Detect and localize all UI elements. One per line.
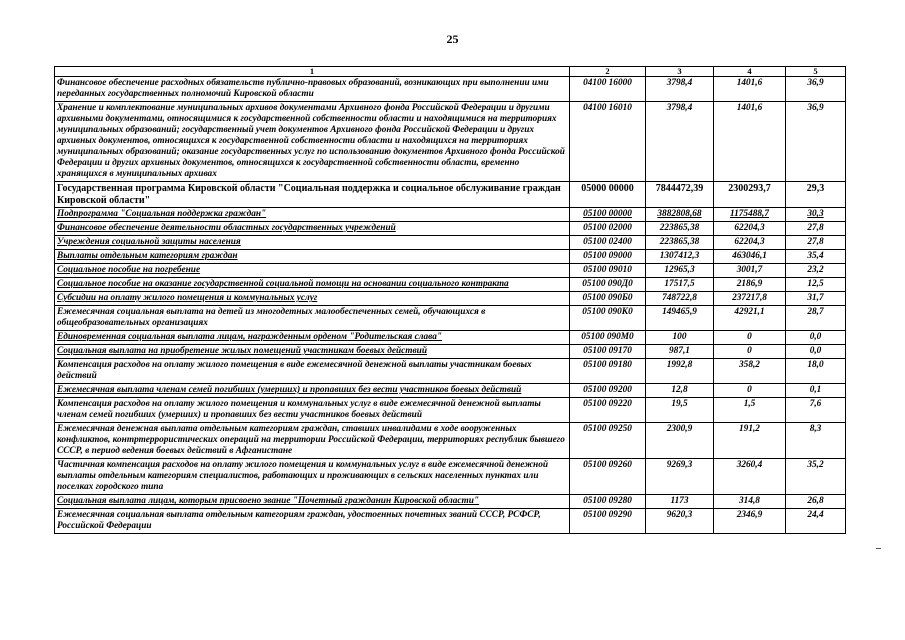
row-fact: 1401,6 bbox=[714, 77, 786, 102]
row-plan: 17517,5 bbox=[646, 278, 714, 292]
row-code: 05100 090Д0 bbox=[570, 278, 646, 292]
row-fact: 1175488,7 bbox=[714, 208, 786, 222]
row-fact: 358,2 bbox=[714, 359, 786, 384]
row-percent: 35,4 bbox=[786, 250, 846, 264]
column-header: 1 bbox=[55, 67, 570, 77]
row-code: 05100 09170 bbox=[570, 345, 646, 359]
row-code: 05100 09280 bbox=[570, 495, 646, 509]
row-percent: 27,8 bbox=[786, 236, 846, 250]
row-code: 04100 16010 bbox=[570, 102, 646, 182]
row-percent: 0,0 bbox=[786, 331, 846, 345]
row-plan: 12965,3 bbox=[646, 264, 714, 278]
row-code: 05100 00000 bbox=[570, 208, 646, 222]
row-percent: 30,3 bbox=[786, 208, 846, 222]
table-row bbox=[55, 306, 846, 331]
row-fact: 191,2 bbox=[714, 423, 786, 459]
row-name: Хранение и комплектование муниципальных архивов документами Архивного фонда Российской Федерации и другими архивными документами, относящимися к государственной собственности области и находящимися на территориях муниципальных образований; государственный учет документов Архивного фонда Российской Федерации и других архивных документов, относящихся к государственной собственности области и находящихся на территориях муниципальных образований; оказание государственных услуг по использованию документов Архивного фонда Российской Федерации и других архивных документов, относящихся к государственной собственности области, временно хранящихся в муниципальных архивах bbox=[55, 102, 570, 182]
row-code: 05100 09250 bbox=[570, 423, 646, 459]
subprogram-row bbox=[55, 208, 846, 222]
row-fact: 0 bbox=[714, 384, 786, 398]
table-row bbox=[55, 292, 846, 306]
row-plan: 100 bbox=[646, 331, 714, 345]
row-percent: 35,2 bbox=[786, 459, 846, 495]
row-plan: 223865,38 bbox=[646, 222, 714, 236]
row-plan: 3882808,68 bbox=[646, 208, 714, 222]
row-fact: 62204,3 bbox=[714, 222, 786, 236]
row-plan: 987,1 bbox=[646, 345, 714, 359]
row-plan: 19,5 bbox=[646, 398, 714, 423]
row-name: Финансовое обеспечение деятельности областных государственных учреждений bbox=[55, 222, 570, 236]
row-code: 05100 09000 bbox=[570, 250, 646, 264]
row-code: 05100 090М0 bbox=[570, 331, 646, 345]
table-row bbox=[55, 222, 846, 236]
table-row bbox=[55, 278, 846, 292]
table-row bbox=[55, 459, 846, 495]
row-plan: 9620,3 bbox=[646, 509, 714, 534]
row-name: Социальная выплата на приобретение жилых помещений участникам боевых действий bbox=[55, 345, 570, 359]
row-name: Ежемесячная социальная выплата отдельным категориям граждан, удостоенных почетных званий СССР, РСФСР, Российской Федерации bbox=[55, 509, 570, 534]
table-row bbox=[55, 77, 846, 102]
table-row bbox=[55, 345, 846, 359]
row-percent: 26,8 bbox=[786, 495, 846, 509]
row-percent: 23,2 bbox=[786, 264, 846, 278]
row-name: Государственная программа Кировской области "Социальная поддержка и социальное обслуживание граждан Кировской области" bbox=[55, 182, 570, 208]
table-row bbox=[55, 384, 846, 398]
row-percent: 24,4 bbox=[786, 509, 846, 534]
row-fact: 3001,7 bbox=[714, 264, 786, 278]
row-fact: 463046,1 bbox=[714, 250, 786, 264]
row-name: Социальное пособие на оказание государственной социальной помощи на основании социального контракта bbox=[55, 278, 570, 292]
table-row bbox=[55, 359, 846, 384]
table-row bbox=[55, 509, 846, 534]
row-plan: 3798,4 bbox=[646, 102, 714, 182]
row-percent: 0,0 bbox=[786, 345, 846, 359]
row-percent: 36,9 bbox=[786, 77, 846, 102]
row-name: Компенсация расходов на оплату жилого помещения в виде ежемесячной денежной выплаты участникам боевых действий bbox=[55, 359, 570, 384]
row-code: 05100 02400 bbox=[570, 236, 646, 250]
page-number: 25 bbox=[446, 32, 459, 46]
row-percent: 36,9 bbox=[786, 102, 846, 182]
table-row bbox=[55, 236, 846, 250]
row-fact: 42921,1 bbox=[714, 306, 786, 331]
row-fact: 2300293,7 bbox=[714, 182, 786, 208]
row-name: Подпрограмма "Социальная поддержка граждан" bbox=[55, 208, 570, 222]
program-row bbox=[55, 182, 846, 208]
row-name: Субсидии на оплату жилого помещения и коммунальных услуг bbox=[55, 292, 570, 306]
row-code: 05100 02000 bbox=[570, 222, 646, 236]
row-code: 05100 09220 bbox=[570, 398, 646, 423]
row-plan: 149465,9 bbox=[646, 306, 714, 331]
row-percent: 7,6 bbox=[786, 398, 846, 423]
table-row bbox=[55, 398, 846, 423]
table-row bbox=[55, 264, 846, 278]
header-row bbox=[55, 67, 846, 77]
row-name: Ежемесячная выплата членам семей погибших (умерших) и пропавших без вести участников боевых действий bbox=[55, 384, 570, 398]
row-name: Ежемесячная денежная выплата отдельным категориям граждан, ставших инвалидами в ходе вооруженных конфликтов, контртеррористических операций на территории Российской Федерации, территориях республик бывшего СССР, в период ведения боевых действий в Афганистане bbox=[55, 423, 570, 459]
row-code: 04100 16000 bbox=[570, 77, 646, 102]
row-percent: 8,3 bbox=[786, 423, 846, 459]
row-plan: 1173 bbox=[646, 495, 714, 509]
page-edge-mark bbox=[876, 548, 881, 549]
row-fact: 0 bbox=[714, 345, 786, 359]
row-percent: 18,0 bbox=[786, 359, 846, 384]
row-name: Учреждения социальной защиты населения bbox=[55, 236, 570, 250]
row-fact: 2346,9 bbox=[714, 509, 786, 534]
row-code: 05100 09180 bbox=[570, 359, 646, 384]
row-percent: 0,1 bbox=[786, 384, 846, 398]
row-name: Ежемесячная социальная выплата на детей из многодетных малообеспеченных семей, обучающихся в общеобразовательных организациях bbox=[55, 306, 570, 331]
table-row bbox=[55, 423, 846, 459]
row-fact: 1401,6 bbox=[714, 102, 786, 182]
table-row bbox=[55, 102, 846, 182]
row-name: Компенсация расходов на оплату жилого помещения и коммунальных услуг в виде ежемесячной денежной выплаты членам семей погибших (умерших) и пропавших без вести участников боевых действий bbox=[55, 398, 570, 423]
row-percent: 28,7 bbox=[786, 306, 846, 331]
column-header: 2 bbox=[570, 67, 646, 77]
table-row bbox=[55, 250, 846, 264]
table-row bbox=[55, 495, 846, 509]
row-fact: 2186,9 bbox=[714, 278, 786, 292]
row-plan: 9269,3 bbox=[646, 459, 714, 495]
row-percent: 27,8 bbox=[786, 222, 846, 236]
row-name: Социальная выплата лицам, которым присвоено звание "Почетный гражданин Кировской области" bbox=[55, 495, 570, 509]
row-name: Выплаты отдельным категориям граждан bbox=[55, 250, 570, 264]
column-header: 4 bbox=[714, 67, 786, 77]
row-plan: 3798,4 bbox=[646, 77, 714, 102]
row-plan: 748722,8 bbox=[646, 292, 714, 306]
row-name: Социальное пособие на погребение bbox=[55, 264, 570, 278]
row-plan: 7844472,39 bbox=[646, 182, 714, 208]
row-code: 05100 09260 bbox=[570, 459, 646, 495]
row-plan: 12,8 bbox=[646, 384, 714, 398]
row-fact: 314,8 bbox=[714, 495, 786, 509]
row-plan: 1992,8 bbox=[646, 359, 714, 384]
row-fact: 3260,4 bbox=[714, 459, 786, 495]
row-percent: 29,3 bbox=[786, 182, 846, 208]
row-plan: 1307412,3 bbox=[646, 250, 714, 264]
row-percent: 31,7 bbox=[786, 292, 846, 306]
column-header: 3 bbox=[646, 67, 714, 77]
row-code: 05100 09200 bbox=[570, 384, 646, 398]
row-fact: 0 bbox=[714, 331, 786, 345]
row-percent: 12,5 bbox=[786, 278, 846, 292]
row-fact: 62204,3 bbox=[714, 236, 786, 250]
budget-table bbox=[54, 66, 846, 534]
row-name: Единовременная социальная выплата лицам, награжденным орденом "Родительская слава" bbox=[55, 331, 570, 345]
row-code: 05100 09010 bbox=[570, 264, 646, 278]
row-code: 05100 090Б0 bbox=[570, 292, 646, 306]
row-code: 05100 09290 bbox=[570, 509, 646, 534]
row-name: Частичная компенсация расходов на оплату жилого помещения и коммунальных услуг в виде ежемесячной денежной выплаты отдельным категориям специалистов, работающих и проживающих в сельских населенных пунктах или поселках городского типа bbox=[55, 459, 570, 495]
row-code: 05000 00000 bbox=[570, 182, 646, 208]
row-fact: 1,5 bbox=[714, 398, 786, 423]
row-plan: 2300,9 bbox=[646, 423, 714, 459]
row-fact: 237217,8 bbox=[714, 292, 786, 306]
row-code: 05100 090К0 bbox=[570, 306, 646, 331]
table-row bbox=[55, 331, 846, 345]
row-plan: 223865,38 bbox=[646, 236, 714, 250]
row-name: Финансовое обеспечение расходных обязательств публично-правовых образований, возникающих при выполнении ими переданных государственных полномочий Кировской области bbox=[55, 77, 570, 102]
column-header: 5 bbox=[786, 67, 846, 77]
